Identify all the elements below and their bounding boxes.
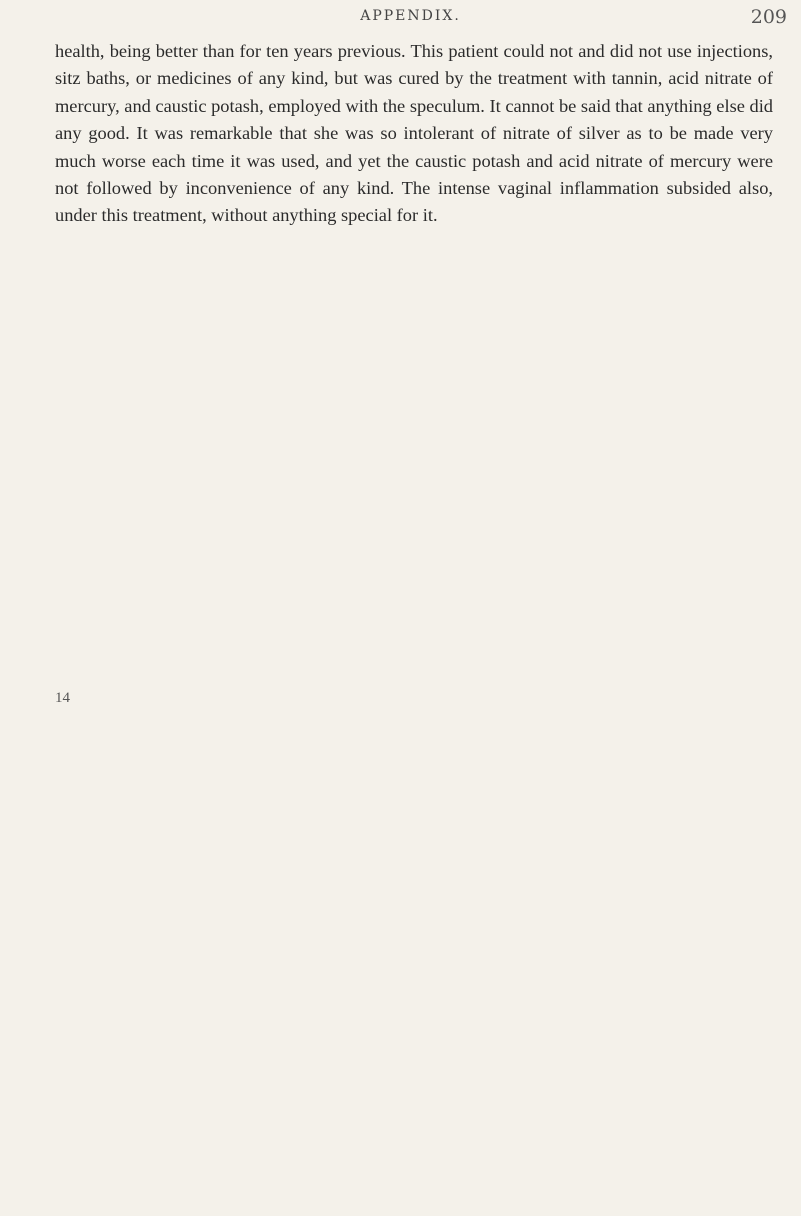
body-paragraph: health, being better than for ten years previous. This patient could not and did not use injections, sitz baths, or medicines of any kind, but was cured by the treatment with tannin, acid nitrate of mercury, and caustic potash, employed with the speculum. It cannot be said that anything else did any good. It was remarkable that she was so intolerant of nitrate of silver as to be made very much worse each time it was used, and yet the caustic potash and acid nitrate of mercury were not followed by inconvenience of any kind. The intense vaginal inflammation subsided also, under this treatment, without anything special for it. xyxy=(55,41,773,226)
page-number: 209 xyxy=(750,6,787,28)
signature-mark: 14 xyxy=(55,690,70,706)
running-head xyxy=(0,8,801,32)
running-title: APPENDIX. xyxy=(360,8,461,24)
